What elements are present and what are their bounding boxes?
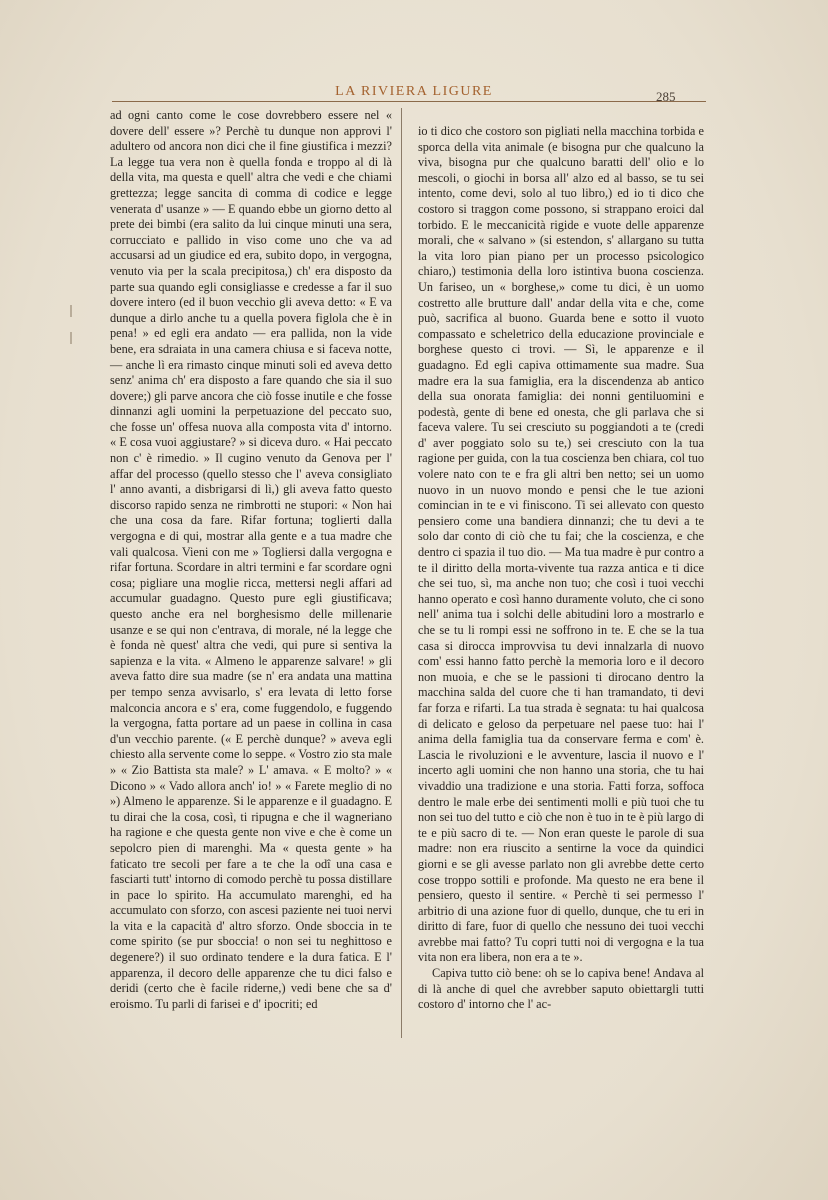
right-column [418, 124, 704, 1013]
right-column-closing-paragraph: Capiva tutto ciò bene: oh se lo capiva bene! Andava al di là anche di quel che avrebber saputo obiettargli tutti costoro d' intorno che l' ac- [418, 966, 704, 1012]
page-number: 285 [656, 89, 676, 104]
column-divider [401, 108, 402, 1038]
header-rule [112, 101, 706, 102]
margin-mark [70, 332, 72, 344]
margin-mark [70, 305, 72, 317]
left-column-text: ad ogni canto come le cose dovrebbero essere nel « dovere dell' essere »? Perchè tu dunque non approvi l' adultero od ancora non dici che il fine giustifica i mezzi? La legge tua vera non è quella fonda e troppo al di là della vita, ma questa e quell' altra che vedi e che chiami grettezza; legge sancita di comma di codice e legge venerata d' usanze » — E quando ebbe un giorno detto al prete dei bimbi (era salito da lui cinque minuti una sera, corrucciato e pallido in viso come uno che va ad accusarsi ad un giudice ed era, subito dopo, in vergogna, venuto via per la scala precipitosa,) ch' era disposto da parte sua quando egli consigliasse e credesse a far il suo dovere intero (ed il buon vecchio gli aveva detto: « E va dunque a dirlo anche tu a quella povera figlola che è in pena! » ed egli era andato — era pallida, non la vide bene, era sdraiata in una camera chiusa e si faceva notte, — anche lì era rimasto cinque minuti soli ed aveva detto senz' anima ch' era disposto a fare quando che sia il suo dovere;) gli parve ancora che ciò fosse inutile e che fosse dinnanzi agli uomini la perpetuazione del peccato suo, che fosse un' offesa nuova alla composta vita d' intorno. « E cosa vuoi aggiustare? » si diceva duro. « Hai peccato non c' è rimedio. » Il cugino venuto da Genova per l' affar del processo (quello stesso che l' aveva consigliato l' anno avanti, a disbrigarsi di lì,) gli aveva fatto questo discorso rapido senza ne rimbrotti ne stupori: « Non hai che una cosa da fare. Rifar fortuna; toglierti dalla vergogna e di qui, mostrar alla gente e a tua madre che vali qualcosa. Vieni con me » Togliersi dalla vergogna e rifar fortuna. Scordare in altri termini e far scordare ogni cosa; pigliare una moglie ricca, mettersi negli affari ad accumular guadagno. Questo pure egli giustificava; questo anche era nel borghesismo delle millenarie usanze e se qui non c'entrava, di morale, né la legge che è fonda nè quest' altra che vedi, qui pure si sentiva la sapienza e la vita. « Almeno le apparenze salvare! » gli aveva fatto dire sua madre (se n' era andata una mattina per tempo senza avvisarlo, s' era levata di letto forse malconcia ancora e s' era, come fuggendolo, e fuggendo la vergogna, fatta portare ad un paese in collina in casa d'un vecchio parente. (« E perchè dunque? » aveva egli chiesto alla servente come lo seppe. « Vostro zio sta male » « Zio Battista sta male? » L' amava. « E molto? » « Dicono » « Vado allora anch' io! » « Farete meglio di no ») Almeno le apparenze. Si le apparenze e il guadagno. E tu dirai che la cosa, così, ti ripugna e che il wagneriano ha ragione e che questa gente non vive e che è come un sepolcro pien di marenghi. Ma « questa gente » ha faticato tre secoli per fare a te che la odî una casa e fasciarti tutt' intorno di comodo perchè tu possa distillare in pace lo spirito. Ha accumulato marenghi, ed ha accumulato con sforzo, con ascesi paziente nei tuoi nervi la vita e la capacità d' altro sforzo. Onde sboccia in te come spirito (se pur sboccia! o non sei tu neghittoso e degenere?) il suo ordinato tendere e la dura fatica. E l' apparenza, il decoro delle apparenze che tu dici falso e deridi (certo che è facile riderne,) vedi bene che sa d' eroismo. Tu parli di farisei e d' ipocriti; ed [110, 108, 392, 1011]
right-column-text: io ti dico che costoro son pigliati nella macchina torbida e sporca della vita animale (e bisogna pur che qualcuno la viva, bisogna pur che qualcuno baratti dell' olio e lo mescoli, o giochi in borsa all' alzo ed al basso, se tu sei intento, come devi, solo al tuo libro,) ed io ti dico che costoro si traggon come possono, si strappano eroici dal torbido. E le meccanicità rigide e vuote delle apparenze morali, che « salvano » (si estendon, s' allargano su tutta la vita loro pian piano per un processo psicologico chiaro,) testimonia della loro istintiva buona coscienza. Un fariseo, un « borghese,» come tu dici, è un uomo costretto alle brutture dall' andar della vita e che, come può, sacrifica al buono. Guarda bene e sotto il vuoto compassato e scheletrico della educazione provinciale e borghese questo ci trovi. — Sì, le apparenze e il guadagno. Ed egli capiva ottimamente sua madre. Sua madre era la sua famiglia, era la discendenza ab antico della sua onorata famiglia: dei nonni gentiluomini e podestà, gente di bene ed onesta, che gli parlava che si faceva valere. Tu sei cresciuto su poggiandoti a te (credi d' aver poggiato solo su te,) sei cresciuto con la tua ragione per guida, con la tua coscienza ben chiara, col tuo volere nato con te e fra gli altri ben netto; sei un uomo nuovo in un nuovo mondo e pensi che le tue azioni comincian in te e vi finiscono. Ti sei allevato con questo pensiero come una bandiera dinnanzi; che tu devi a te solo dar conto di ciò che tu fai; che la coscienza, e che dentro ci spazia il tuo dio. — Ma tua madre è pur contro a te il diritto della morta-vivente tua razza antica e ti dice che sei tuo, sì, ma anche non tuo; che così i tuoi vecchi hanno operato e così hanno duramente voluto, che ci sono nell' anima tua i solchi delle abitudini loro a mostrarlo e che se tu li rompi essi ne soffrono in te. E che se la tua casa si dirocca improvvisa tu devi innalzarla di nuovo com' essi hanno fatto perchè la memoria loro e il decoro non muoia, e che se le passioni ti dirocano dentro la macchina salda del cuore che ti han tramandato, ti devi far forza e rifarti. La tua strada è segnata: tu hai qualcosa di delicato e geloso da perpetuare nel paese tuo: hai l' anima della famiglia tua da conservare ferma e com' è. Lascia le rivoluzioni e le avventure, lascia il nuovo e l' incerto agli uomini che non hanno una storia, che tu hai vivaddio una tradizione e una storia. Fatti forza, soffoca dentro le male erbe dei sentimenti molli e più tuoi che tu non sei tuo del tutto e ciò che non è tuo in te è più largo di te e più sacro di te. — Non eran queste le parole di sua madre: non era riuscito a sentirne la voce da quindici giorni e se gli avesse parlato non gli avrebbe dette certo cose troppo sottili e profonde. Ma questo ne era bene il pensiero, questo il sentire. « Perchè ti sei permesso l' arbitrio di una azione fuor di quello, dunque, che tu eri in diritto di fare, fuor di quello che nessuno dei tuoi vecchi avrebbe mai fatto? Tu copri tutti noi di vergogna e la tua vita non era libera, non era a te ». [418, 124, 704, 965]
running-header-title: LA RIVIERA LIGURE [335, 84, 493, 99]
left-column [110, 108, 392, 1012]
